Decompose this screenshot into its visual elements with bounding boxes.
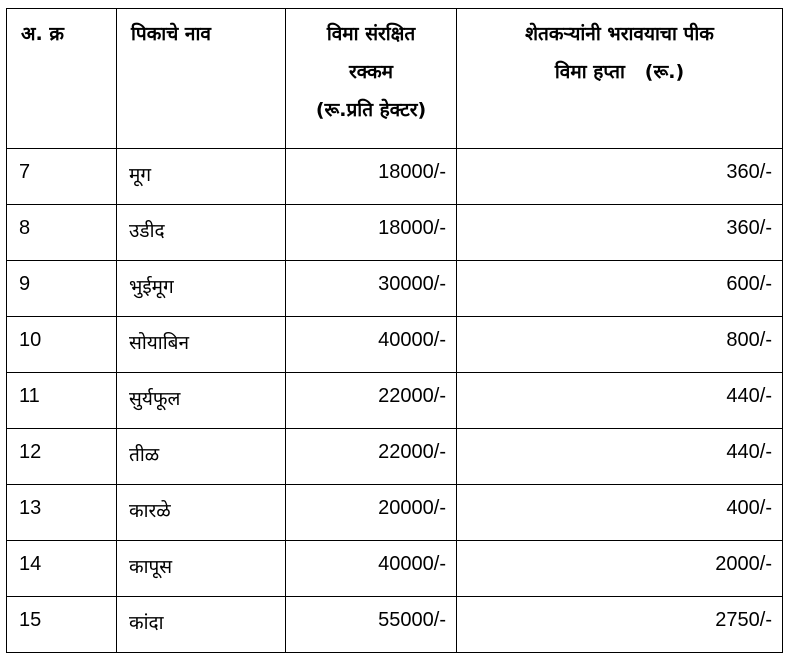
sum-insured-cell: 18000/- [286, 205, 457, 261]
header-sum-insured-line3: (रू.प्रति हेक्टर) [315, 99, 427, 121]
table-row [7, 597, 783, 653]
sum-insured-cell: 18000/- [286, 149, 457, 205]
serial-cell: 10 [7, 317, 117, 373]
serial-cell: 8 [7, 205, 117, 261]
premium-cell: 440/- [457, 429, 783, 485]
header-crop-name: पिकाचे नाव [117, 9, 286, 149]
table-row [7, 205, 783, 261]
sum-insured-cell: 22000/- [286, 429, 457, 485]
serial-cell: 14 [7, 541, 117, 597]
table-row [7, 373, 783, 429]
premium-cell: 2750/- [457, 597, 783, 653]
sum-insured-cell: 30000/- [286, 261, 457, 317]
table-row [7, 149, 783, 205]
premium-cell: 400/- [457, 485, 783, 541]
crop-name-cell: कापूस [117, 541, 286, 597]
header-sum-insured-line2: रक्कम [348, 61, 394, 83]
sum-insured-cell: 40000/- [286, 317, 457, 373]
crop-insurance-table [6, 8, 783, 653]
premium-cell: 600/- [457, 261, 783, 317]
table-row [7, 541, 783, 597]
premium-cell: 360/- [457, 149, 783, 205]
sum-insured-cell: 22000/- [286, 373, 457, 429]
table-row [7, 429, 783, 485]
serial-cell: 11 [7, 373, 117, 429]
header-row [7, 9, 783, 149]
table-row [7, 485, 783, 541]
crop-name-cell: सुर्यफूल [117, 373, 286, 429]
crop-name-cell: तीळ [117, 429, 286, 485]
crop-name-cell: भुईमूग [117, 261, 286, 317]
serial-cell: 15 [7, 597, 117, 653]
crop-name-cell: कांदा [117, 597, 286, 653]
premium-cell: 360/- [457, 205, 783, 261]
serial-cell: 9 [7, 261, 117, 317]
premium-cell: 800/- [457, 317, 783, 373]
sum-insured-cell: 40000/- [286, 541, 457, 597]
premium-cell: 2000/- [457, 541, 783, 597]
table-row [7, 317, 783, 373]
table-row [7, 261, 783, 317]
serial-cell: 12 [7, 429, 117, 485]
header-premium [457, 9, 783, 149]
header-premium-line1: शेतकऱ्यांनी भरावयाचा पीक [525, 23, 714, 45]
serial-cell: 13 [7, 485, 117, 541]
crop-name-cell: कारळे [117, 485, 286, 541]
header-sum-insured [286, 9, 457, 149]
sum-insured-cell: 20000/- [286, 485, 457, 541]
premium-cell: 440/- [457, 373, 783, 429]
sum-insured-cell: 55000/- [286, 597, 457, 653]
serial-cell: 7 [7, 149, 117, 205]
crop-name-cell: उडीद [117, 205, 286, 261]
crop-name-cell: मूग [117, 149, 286, 205]
header-serial: अ. क्र [7, 9, 117, 149]
crop-name-cell: सोयाबिन [117, 317, 286, 373]
header-premium-line2: विमा हप्ता (रू.) [554, 61, 685, 83]
header-sum-insured-line1: विमा संरक्षित [326, 23, 416, 45]
